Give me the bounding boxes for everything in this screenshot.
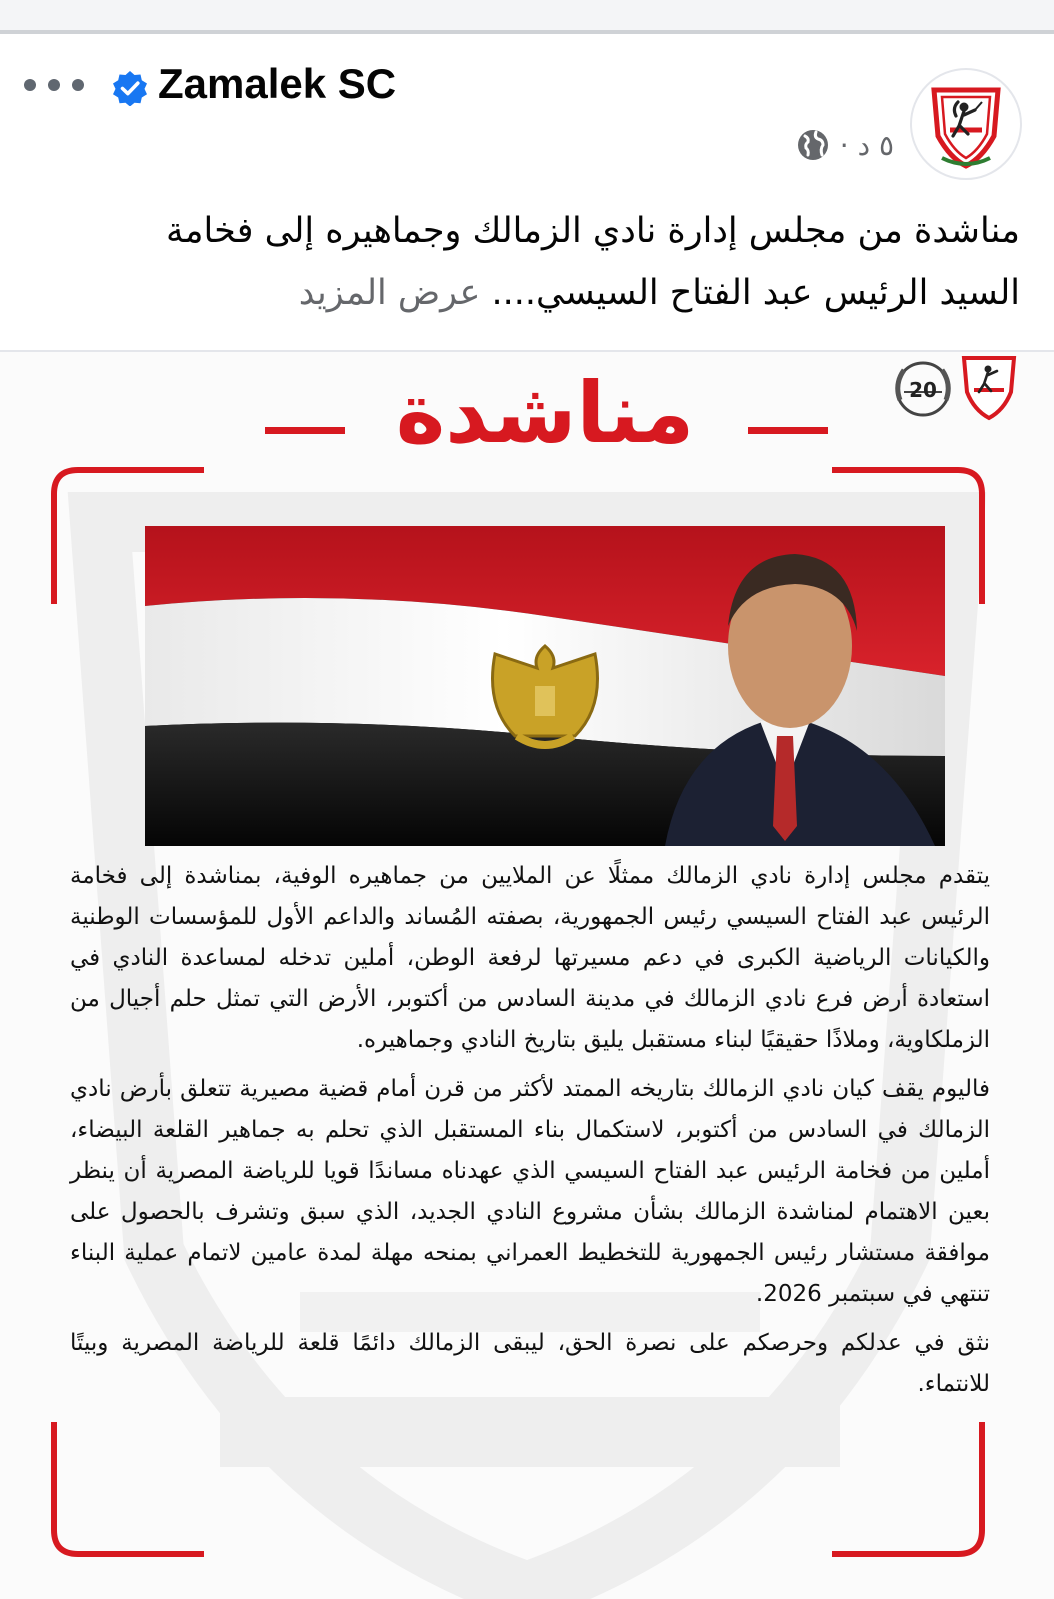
body-paragraph: فاليوم يقف كيان نادي الزمالك بتاريخه الممتد لأكثر من قرن أمام قضية مصيرية تتعلق بأرض نادي الزمالك في السادس من أكتوبر، لاستكمال بناء المستقبل الذي تحلم به جماهير القلعة البيضاء، أملين من فخامة الرئيس عبد الفتاح السيسي الذي عهدناه مساندًا قويا للرياضة المصرية أن ينظر بعين الاهتمام لمناشدة الزمالك بشأن مشروع النادي الجديد، الذي سبق وتشرف بالحصول على موافقة مستشار رئيس الجمهورية للتخطيط العمراني بمنحه مهلة لمدة عامين لاتمام عملية البناء تنتهي في سبتمبر 2026. [70, 1076, 990, 1307]
dot-icon [72, 79, 84, 91]
appeal-body [70, 856, 990, 1413]
post-meta [796, 128, 894, 162]
title-decoration-line [265, 427, 345, 434]
body-paragraph: نثق في عدلكم وحرصكم على نصرة الحق، ليبقى الزمالك دائمًا قلعة للرياضة المصرية وبيتًا للانتماء. [70, 1330, 990, 1397]
see-more-link[interactable]: عرض المزيد [298, 273, 481, 313]
anniversary-number: 20 [909, 378, 937, 402]
page-name-link[interactable]: Zamalek SC [158, 60, 397, 107]
globe-public-icon [796, 128, 830, 162]
post-body-text: مناشدة من مجلس إدارة نادي الزمالك وجماهيره إلى فخامة السيد الرئيس عبد الفتاح السيسي.... [165, 211, 1020, 313]
frame-corner-bottom-right [828, 1422, 988, 1562]
top-status-strip [0, 0, 1054, 34]
dot-icon [24, 79, 36, 91]
dot-icon [48, 79, 60, 91]
zamalek-crest-icon [960, 352, 1018, 424]
anniversary-20-badge [890, 356, 956, 422]
title-decoration-line [748, 427, 828, 434]
post-image[interactable] [0, 352, 1054, 1599]
post-text [90, 200, 1020, 324]
page-avatar[interactable] [910, 68, 1022, 180]
body-paragraph: يتقدم مجلس إدارة نادي الزمالك ممثلًا عن الملايين من جماهيره الوفية، بمناشدة إلى فخامة الرئيس عبد الفتاح السيسي رئيس الجمهورية، بصفته المُساند والداعم الأول للمؤسسات الوطنية والكيانات الرياضية الكبرى في دعم مسيرتها لرفعة الوطن، أملين تدخله لمساعدة النادي في استعادة أرض فرع نادي الزمالك في مدينة السادس من أكتوبر، الأرض التي تمثل حلم أجيال من الزملكاوية، وملاذًا حقيقيًا لبناء مستقبل يليق بتاريخ النادي وجماهيره. [70, 863, 990, 1053]
more-options-button[interactable] [24, 70, 84, 100]
post-time[interactable]: ٥ د · [839, 128, 894, 162]
eagle-emblem [493, 646, 598, 745]
verified-badge-icon [112, 70, 148, 106]
zamalek-crest-icon [912, 70, 1020, 178]
frame-corner-bottom-left [48, 1422, 208, 1562]
poster-title: مناشدة [395, 364, 695, 462]
egyptian-flag-portrait-photo [145, 526, 945, 846]
